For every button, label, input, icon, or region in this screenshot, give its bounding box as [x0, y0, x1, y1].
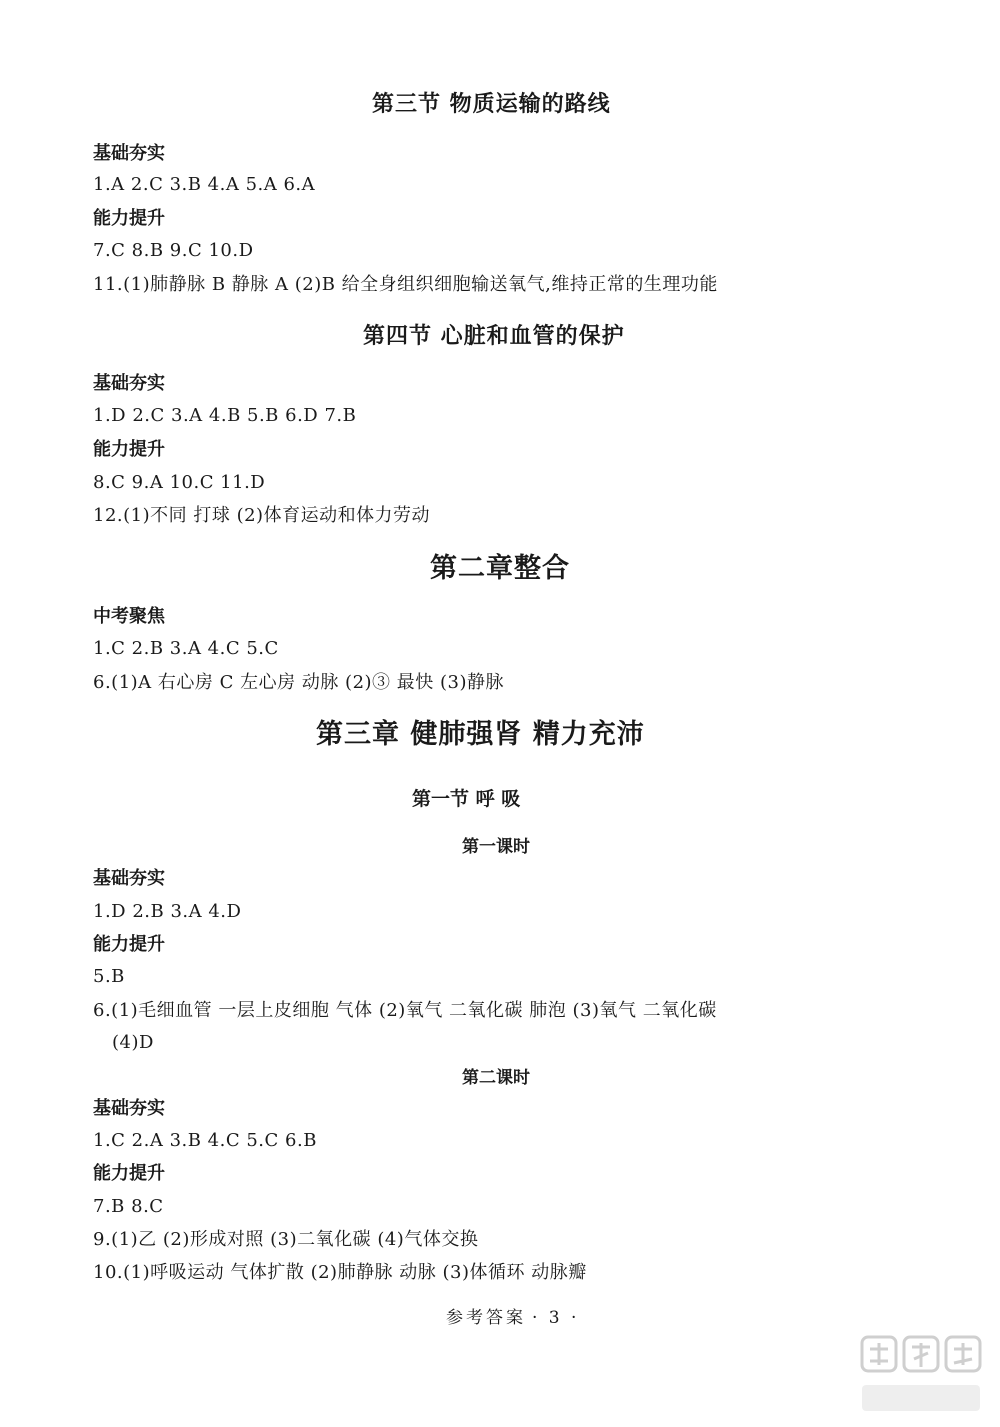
section-title: 第一节 呼 吸 — [412, 788, 521, 810]
lesson-title: 第一课时 — [462, 837, 530, 857]
category-label: 基础夯实 — [93, 1098, 165, 1119]
answer-line: 6.(1)毛细血管 一层上皮细胞 气体 (2)氧气 二氧化碳 肺泡 (3)氧气 二氧化碳 — [93, 1000, 717, 1021]
answer-line: 1.C 2.B 3.A 4.C 5.C — [93, 638, 279, 659]
section-title: 第三节 物质运输的路线 — [372, 92, 611, 117]
answer-line: (4)D — [112, 1032, 154, 1053]
answer-line: 1.A 2.C 3.B 4.A 5.A 6.A — [93, 174, 316, 195]
category-label: 基础夯实 — [93, 373, 165, 394]
answer-line: 11.(1)肺静脉 B 静脉 A (2)B 给全身组织细胞输送氧气,维持正常的生理功能 — [93, 274, 718, 295]
category-label: 能力提升 — [93, 439, 165, 460]
answer-line: 7.C 8.B 9.C 10.D — [93, 240, 254, 261]
category-label: 能力提升 — [93, 934, 165, 955]
answer-line: 10.(1)呼吸运动 气体扩散 (2)肺静脉 动脉 (3)体循环 动脉瓣 — [93, 1262, 587, 1283]
answer-line: 9.(1)乙 (2)形成对照 (3)二氧化碳 (4)气体交换 — [93, 1229, 479, 1250]
category-label: 能力提升 — [93, 208, 165, 229]
category-label: 中考聚焦 — [93, 606, 165, 627]
footer-label: 参考答案 — [446, 1308, 526, 1328]
category-label: 基础夯实 — [93, 143, 165, 164]
chapter-title: 第二章整合 — [430, 553, 570, 584]
chapter-title: 第三章 健肺强肾 精力充沛 — [316, 719, 645, 750]
answer-line: 6.(1)A 右心房 C 左心房 动脉 (2)③ 最快 (3)静脉 — [93, 672, 504, 693]
answer-line: 1.D 2.C 3.A 4.B 5.B 6.D 7.B — [93, 405, 357, 426]
answer-line: 1.D 2.B 3.A 4.D — [93, 901, 242, 922]
category-label: 能力提升 — [93, 1163, 165, 1184]
page-number: · 3 · — [532, 1308, 580, 1328]
answer-line: 1.C 2.A 3.B 4.C 5.C 6.B — [93, 1130, 317, 1151]
section-title: 第四节 心脏和血管的保护 — [363, 324, 625, 349]
category-label: 基础夯实 — [93, 868, 165, 889]
answer-line: 12.(1)不同 打球 (2)体育运动和体力劳动 — [93, 505, 431, 526]
answer-line: 7.B 8.C — [93, 1196, 164, 1217]
answer-line: 8.C 9.A 10.C 11.D — [93, 472, 266, 493]
lesson-title: 第二课时 — [462, 1068, 530, 1088]
watermark-logo-icon — [856, 1329, 986, 1421]
answer-line: 5.B — [93, 966, 125, 987]
